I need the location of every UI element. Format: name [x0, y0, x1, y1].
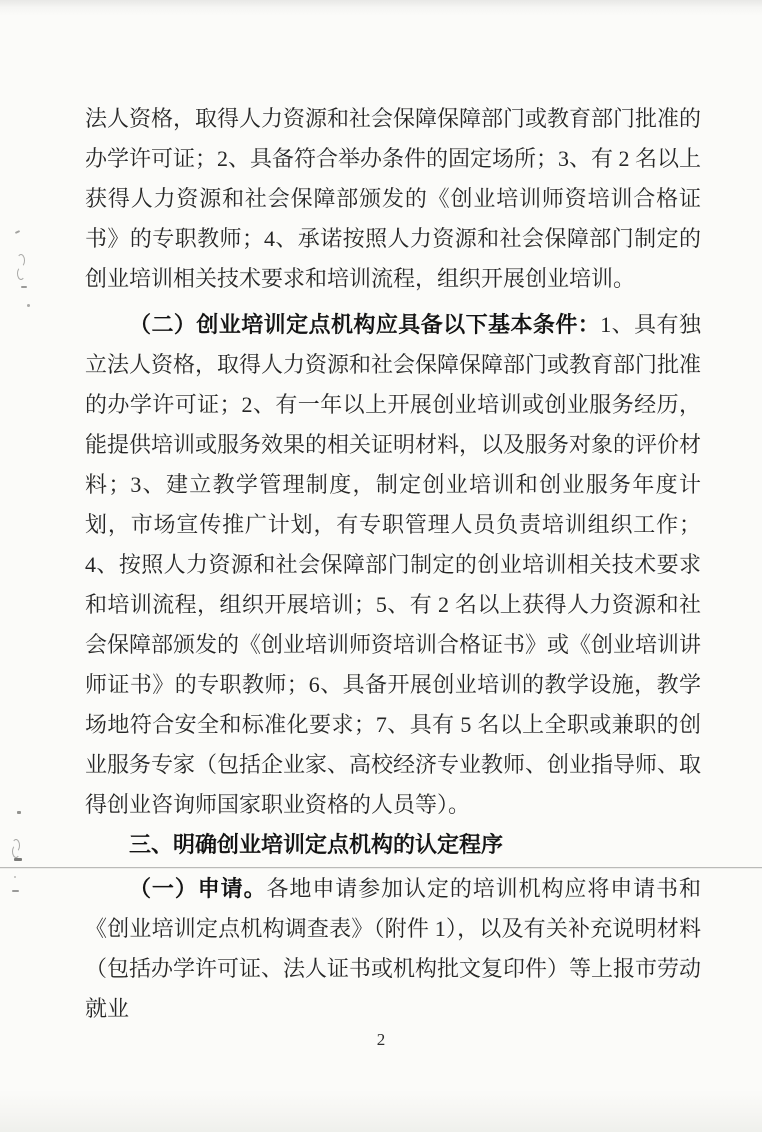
paragraph-application	[85, 869, 701, 1029]
paragraph-application-lead: （一）申请。	[129, 876, 267, 901]
paragraph-continuation: 法人资格，取得人力资源和社会保障保障部门或教育部门批准的办学许可证；2、具备符合举办条件的固定场所；3、有 2 名以上获得人力资源和社会保障部颁发的《创业培训师资培训合格证书》的专职教师；4、承诺按照人力资源和社会保障部门制定的创业培训相关技术要求和培训流程，组织开展创业培训。	[85, 106, 702, 291]
margin-artifact	[17, 811, 21, 814]
margin-artifact	[27, 304, 30, 307]
document-body	[85, 0, 701, 1029]
section-heading: 三、明确创业培训定点机构的认定程序	[129, 832, 504, 857]
margin-artifact	[17, 254, 26, 280]
paragraph-conditions-body: 1、具有独立法人资格，取得人力资源和社会保障保障部门或教育部门批准的办学许可证；2、有一年以上开展创业培训或创业服务经历，能提供培训或服务效果的相关证明材料，以及服务对象的评价材料；3、建立教学管理制度，制定创业培训和创业服务年度计划，市场宣传推广计划，有专职管理人员负责培训组织工作；4、按照人力资源和社会保障部门制定的创业培训相关技术要求和培训流程，组织开展培训；5、有 2 名以上获得人力资源和社会保障部颁发的《创业培训师资培训合格证书》或《创业培训讲师证书》的专职教师；6、具备开展创业培训的教学设施，教学场地符合安全和标准化要求；7、具有 5 名以上全职或兼职的创业服务专家（包括企业家、高校经济专业教师、创业指导师、取得创业咨询师国家职业资格的人员等）。	[85, 312, 702, 817]
page-number: 2	[376, 1030, 386, 1049]
paragraph-application-body: 各地申请参加认定的培训机构应将申请书和《创业培训定点机构调查表》（附件 1），以及有关补充说明材料（包括办学许可证、法人证书或机构批文复印件）等上报市劳动就业	[85, 876, 702, 1021]
paragraph-conditions	[85, 305, 701, 825]
scan-fold-line	[0, 867, 762, 868]
margin-artifact	[14, 876, 16, 878]
margin-artifact	[12, 839, 20, 858]
paragraph-conditions-lead: （二）创业培训定点机构应具备以下基本条件：	[129, 312, 601, 337]
margin-artifact	[21, 286, 27, 288]
margin-artifact	[14, 858, 22, 861]
margin-artifact	[12, 890, 19, 892]
margin-artifact	[15, 230, 20, 234]
